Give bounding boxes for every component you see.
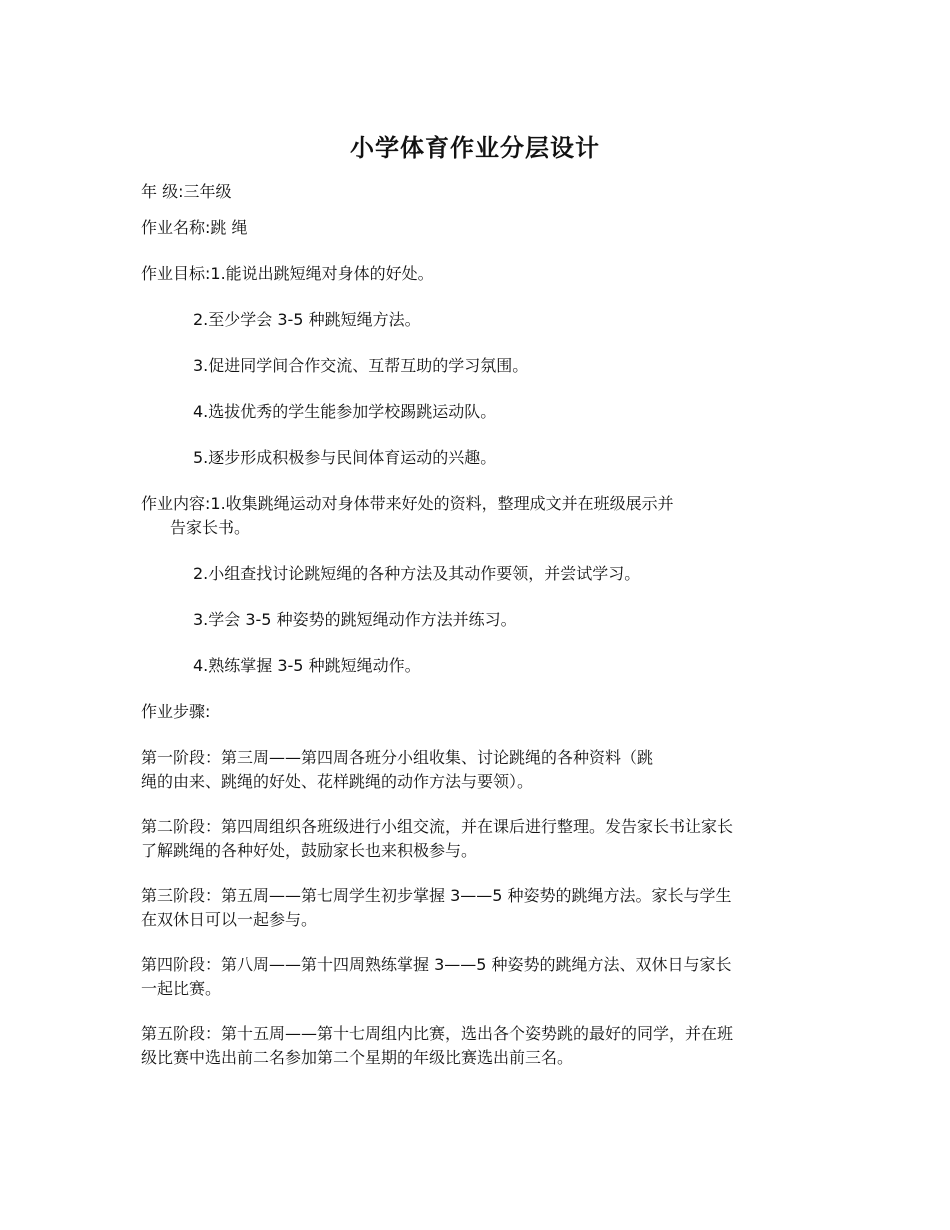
stage-paragraph — [141, 1022, 816, 1070]
steps-label: 作业步骤: — [141, 702, 211, 721]
goal-item: 5.逐步形成积极参与民间体育运动的兴趣。 — [193, 448, 497, 467]
homework-name-line: 作业名称:跳 绳 — [141, 218, 248, 237]
stage-paragraph — [141, 815, 816, 863]
grade-line: 年 级:三年级 — [141, 182, 232, 201]
goal-item: 2.至少学会 3-5 种跳短绳方法。 — [193, 310, 421, 329]
content-item: 4.熟练掌握 3-5 种跳短绳动作。 — [193, 656, 421, 675]
stage-line: 第五阶段：第十五周——第十七周组内比赛，选出各个姿势跳的最好的同学，并在班 — [141, 1024, 734, 1043]
stage-line: 第四阶段：第八周——第十四周熟练掌握 3——5 种姿势的跳绳方法、双休日与家长 — [141, 955, 732, 974]
stage-line: 第三阶段：第五周——第七周学生初步掌握 3——5 种姿势的跳绳方法。家长与学生 — [141, 886, 732, 905]
stage-line: 在双休日可以一起参与。 — [141, 910, 318, 929]
stage-paragraph — [141, 746, 816, 794]
content-first-line-continuation: 告家长书。 — [170, 518, 251, 537]
stage-line: 了解跳绳的各种好处，鼓励家长也来积极参与。 — [141, 841, 478, 860]
content-item: 2.小组查找讨论跳短绳的各种方法及其动作要领，并尝试学习。 — [193, 564, 641, 583]
stage-paragraph — [141, 953, 816, 1001]
content-item: 3.学会 3-5 种姿势的跳短绳动作方法并练习。 — [193, 610, 517, 629]
page-title: 小学体育作业分层设计 — [350, 134, 600, 162]
stage-paragraph — [141, 884, 816, 932]
stage-line: 第一阶段：第三周——第四周各班分小组收集、讨论跳绳的各种资料（跳 — [141, 748, 654, 767]
stage-line: 一起比赛。 — [141, 979, 222, 998]
goal-item: 4.选拔优秀的学生能参加学校踢跳运动队。 — [193, 402, 497, 421]
stage-line: 级比赛中选出前二名参加第二个星期的年级比赛选出前三名。 — [141, 1048, 574, 1067]
goal-item: 3.促进同学间合作交流、互帮互助的学习氛围。 — [193, 356, 529, 375]
stage-line: 绳的由来、跳绳的好处、花样跳绳的动作方法与要领）。 — [141, 772, 534, 791]
goals-first-line: 作业目标:1.能说出跳短绳对身体的好处。 — [141, 264, 434, 283]
stage-line: 第二阶段：第四周组织各班级进行小组交流，并在课后进行整理。发告家长书让家长 — [141, 817, 734, 836]
content-first-line: 作业内容:1.收集跳绳运动对身体带来好处的资料，整理成文并在班级展示并 — [141, 494, 674, 513]
